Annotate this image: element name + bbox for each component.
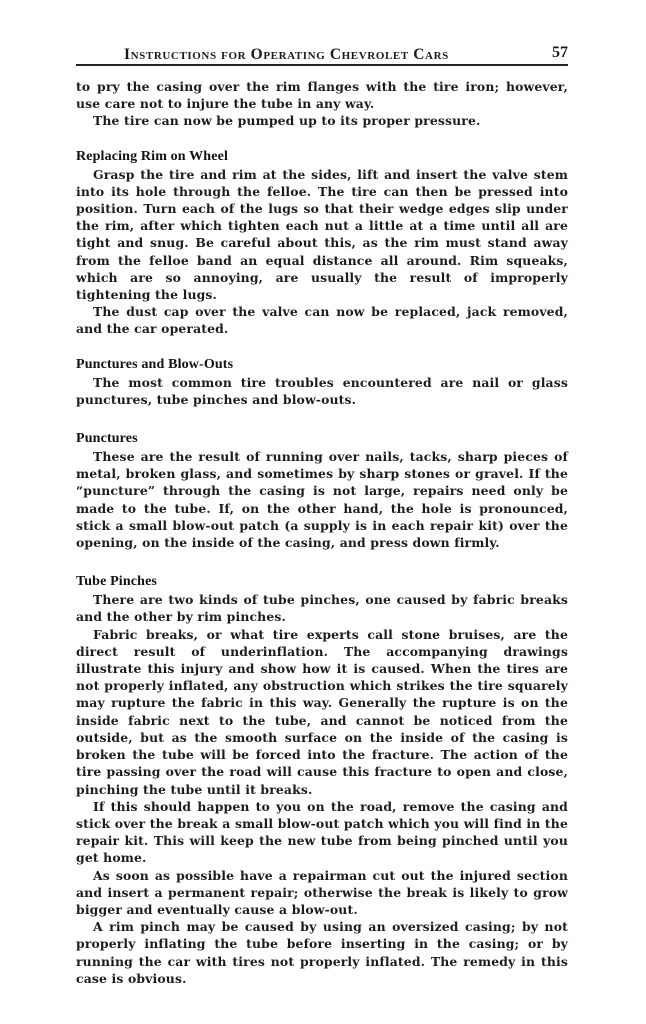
section-tube-pinches <box>76 573 568 987</box>
running-header <box>76 44 568 66</box>
book-page <box>76 44 568 987</box>
paragraph: There are two kinds of tube pinches, one caused by fabric breaks and the other by rim pinches. <box>76 592 568 625</box>
paragraph: The most common tire troubles encountered are nail or glass punctures, tube pinches and blow-outs. <box>76 374 568 407</box>
paragraph: A rim pinch may be caused by using an oversized casing; by not properly inflating the tube before inserting in the casing; or by running the car with tires not properly inflated. The remedy in this case is obvious. <box>76 919 568 986</box>
section-punctures <box>76 430 568 551</box>
page-body <box>76 78 568 987</box>
intro-paragraph-continued: to pry the casing over the rim flanges with the tire iron; however, use care not to injure the tube in any way. <box>76 79 568 112</box>
intro-paragraph: The tire can now be pumped up to its proper pressure. <box>93 113 481 129</box>
paragraph: These are the result of running over nails, tacks, sharp pieces of metal, broken glass, and sometimes by sharp stones or gravel. If the “puncture” through the casing is not large, repairs need only be made to the tube. If, on the other hand, the hole is pronounced, stick a small blow-out patch (a supply is in each repair kit) over the opening, on the inside of the casing, and press down firmly. <box>76 449 568 551</box>
paragraph: The dust cap over the valve can now be replaced, jack removed, and the car operated. <box>76 304 568 337</box>
paragraph: As soon as possible have a repairman cut out the injured section and insert a permanent repair; otherwise the break is likely to grow bigger and eventually cause a blow-out. <box>76 867 568 917</box>
paragraph: If this should happen to you on the road, remove the casing and stick over the break a small blow-out patch which you will find in the repair kit. This will keep the new tube from being pinched until you get home. <box>76 798 568 866</box>
paragraph: Fabric breaks, or what tire experts call stone bruises, are the direct result of underinflation. The accompanying drawings illustrate this injury and show how it is caused. When the tires are not properly inflated, any obstruction which strikes the tire squarely may rupture the fabric in this way. Generally the rupture is on the inside fabric next to the tube, and cannot be noticed from the outside, but as the smooth surface on the inside of the casing is broken the tube will be forced into the fracture. The action of the tire passing over the road will cause this fracture to open and close, pinching the tube until it breaks. <box>76 626 568 797</box>
running-title: Instructions for Operating Chevrolet Cars <box>124 46 449 63</box>
section-heading: Tube Pinches <box>76 574 158 590</box>
section-replacing-rim <box>76 148 568 338</box>
section-heading: Punctures and Blow-Outs <box>76 356 234 372</box>
paragraph: Grasp the tire and rim at the sides, lift and insert the valve stem into its hole through the felloe. The tire can then be pressed into position. Turn each of the lugs so that their wedge edges slip under the rim, after which tighten each nut a little at a time until all are tight and snug. Be careful about this, as the rim must stand away from the felloe band an equal distance all around. Rim squeaks, which are so annoying, are usually the result of improperly tightening the lugs. <box>76 166 568 303</box>
section-heading: Replacing Rim on Wheel <box>76 148 228 164</box>
page-number: 57 <box>552 44 568 61</box>
section-heading: Punctures <box>76 431 138 447</box>
section-punctures-and-blowouts <box>76 356 568 408</box>
